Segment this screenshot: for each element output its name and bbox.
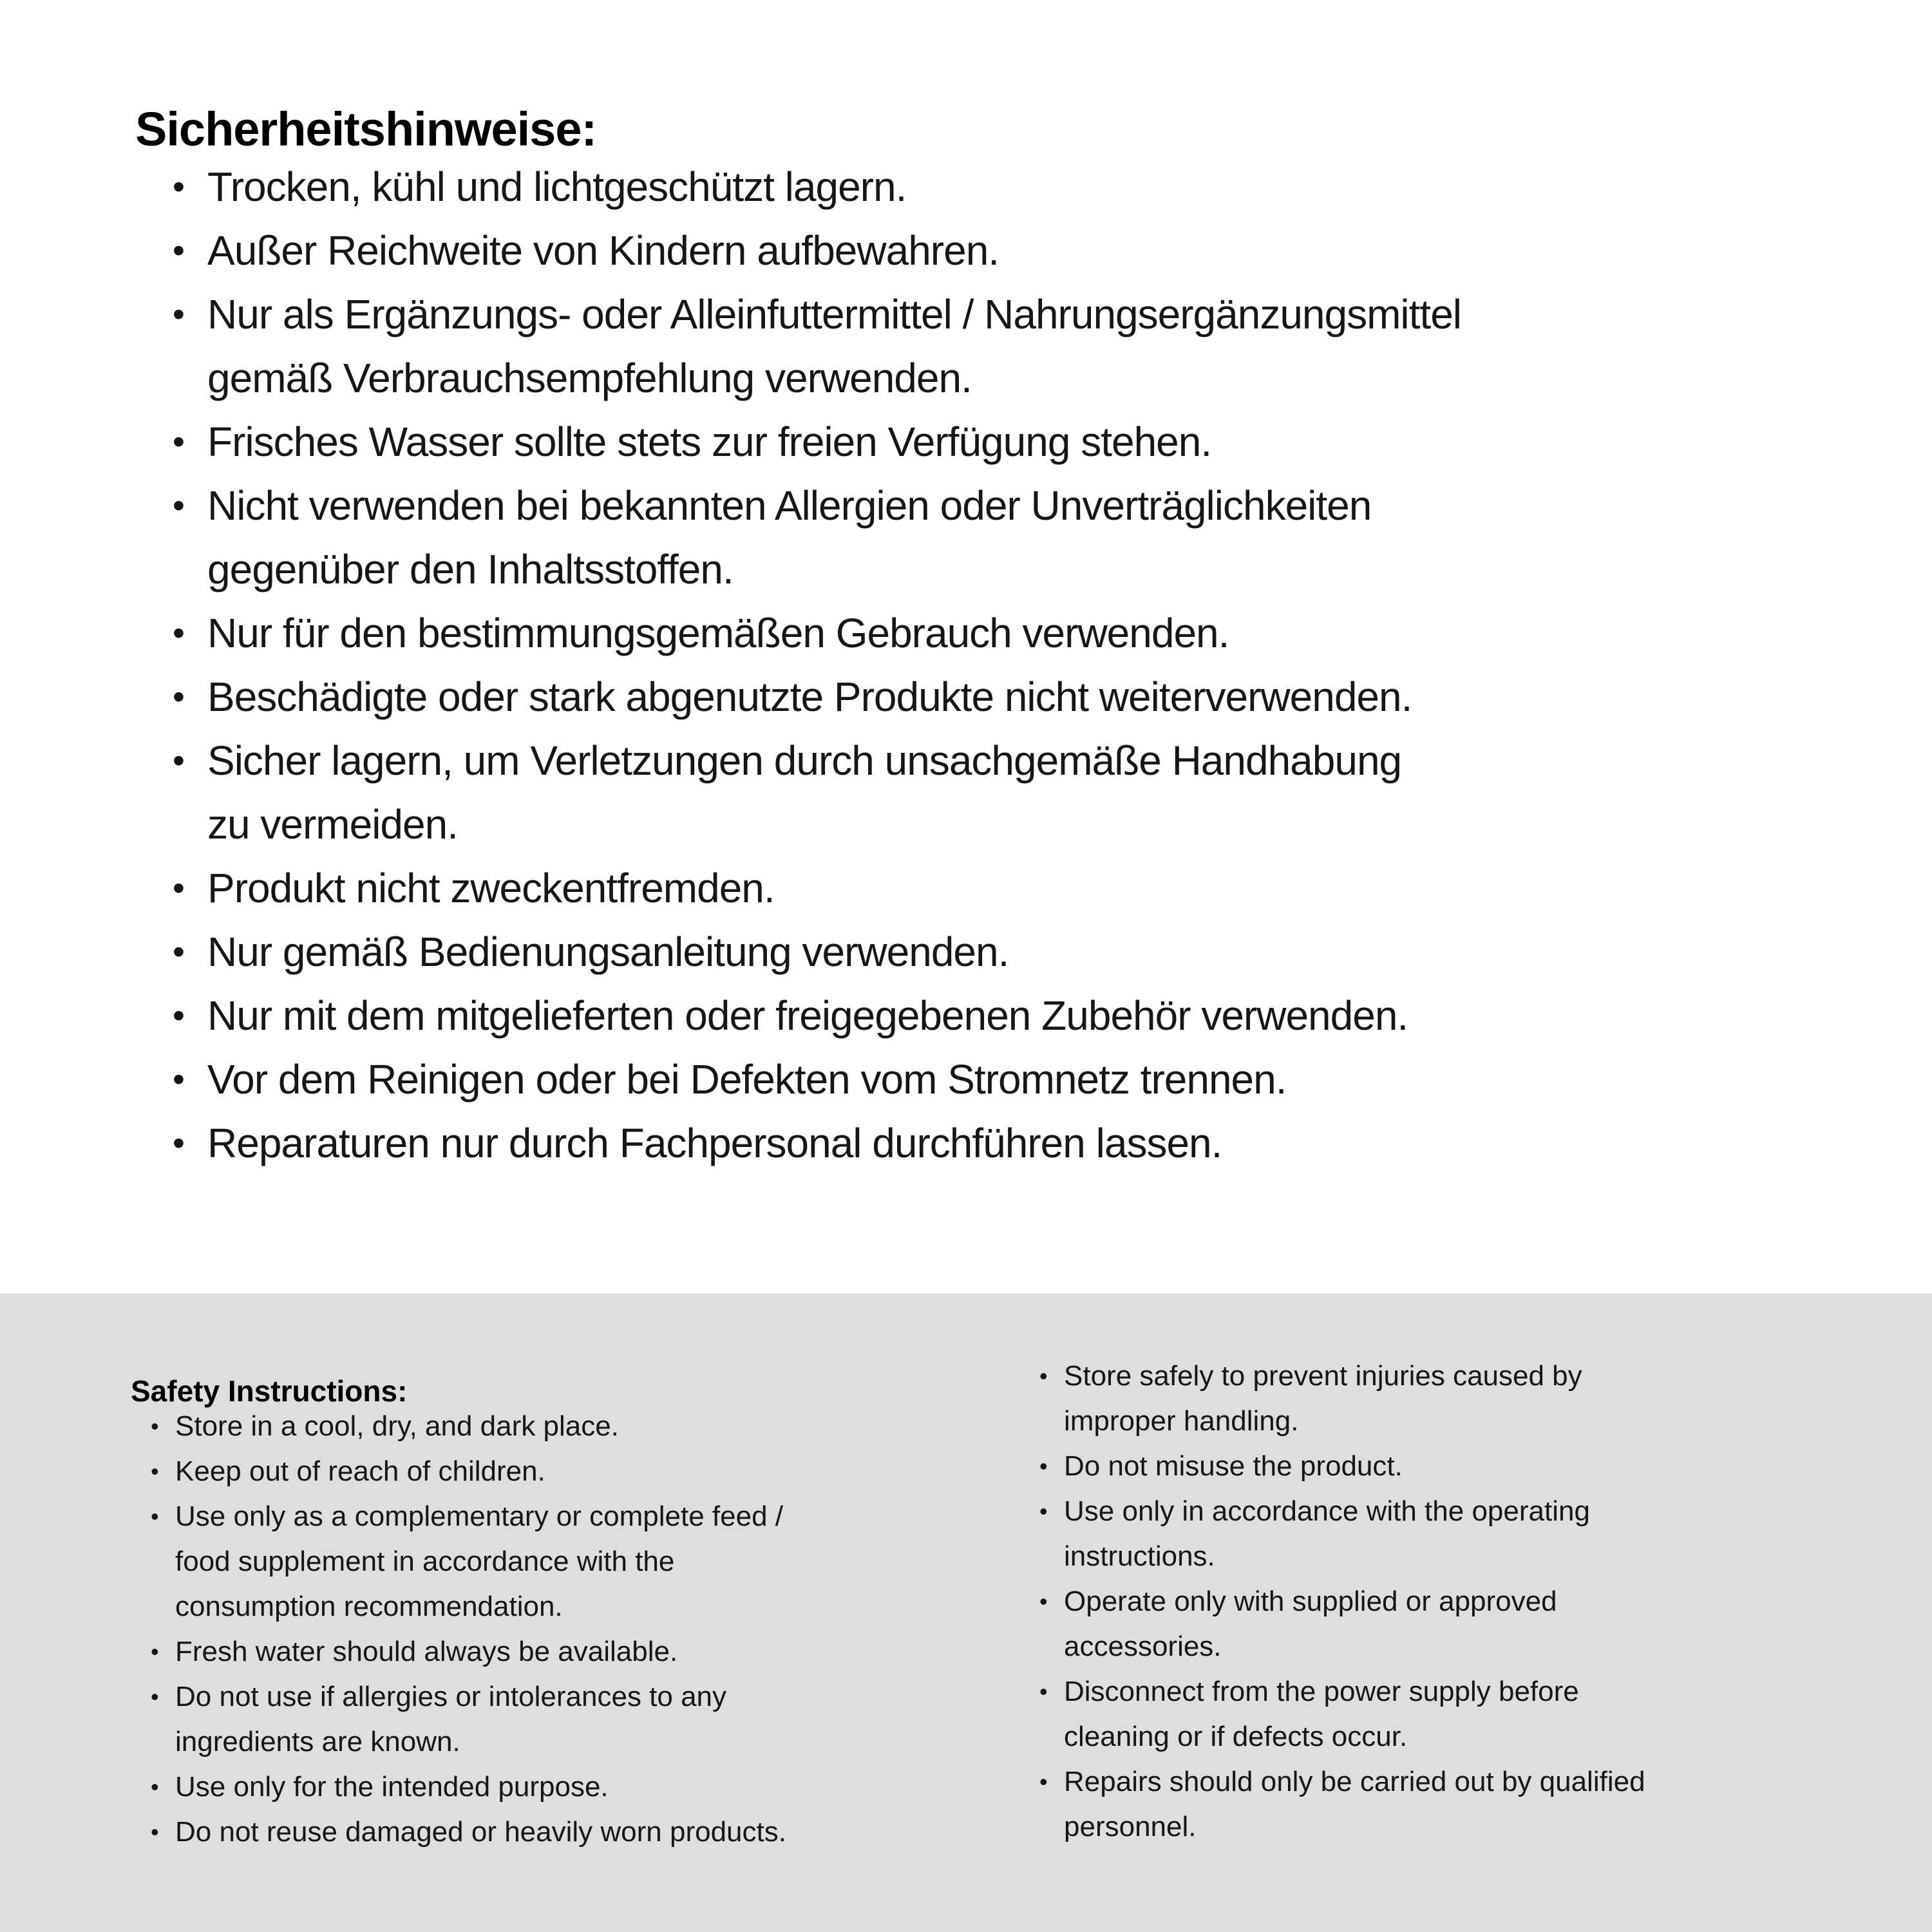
list-item: • Nicht verwenden bei bekannten Allergien oder Unverträglichkeiten gegenüber den Inhaltsstoffen.	[207, 474, 1856, 601]
list-item: • Sicher lagern, um Verletzungen durch unsachgemäße Handhabung zu vermeiden.	[207, 729, 1856, 857]
bullet-list-english-left	[175, 1404, 1012, 1855]
bullet-list-english-right	[1064, 1354, 1914, 1850]
page-title-english: Safety Instructions:	[131, 1374, 408, 1408]
page-title-german: Sicherheitshinweise:	[135, 102, 597, 156]
list-item: • Use only in accordance with the operating instructions.	[1064, 1489, 1914, 1579]
list-item: • Frisches Wasser sollte stets zur freien Verfügung stehen.	[207, 410, 1856, 474]
list-item: • Beschädigte oder stark abgenutzte Produkte nicht weiterverwenden.	[207, 665, 1856, 729]
list-item: • Use only as a complementary or complete feed / food supplement in accordance with the consumption recommendation.	[175, 1494, 1012, 1629]
list-item: • Nur mit dem mitgelieferten oder freigegebenen Zubehör verwenden.	[207, 984, 1856, 1048]
list-item: • Vor dem Reinigen oder bei Defekten vom Stromnetz trennen.	[207, 1048, 1856, 1112]
list-item: • Disconnect from the power supply before cleaning or if defects occur.	[1064, 1669, 1914, 1759]
list-item: • Keep out of reach of children.	[175, 1449, 1012, 1494]
list-item: • Do not misuse the product.	[1064, 1444, 1914, 1489]
list-item: • Reparaturen nur durch Fachpersonal durchführen lassen.	[207, 1112, 1856, 1175]
list-item: • Nur gemäß Bedienungsanleitung verwenden.	[207, 920, 1856, 984]
list-item: • Repairs should only be carried out by qualified personnel.	[1064, 1759, 1914, 1850]
list-item: • Use only for the intended purpose.	[175, 1765, 1012, 1810]
list-item: • Produkt nicht zweckentfremden.	[207, 857, 1856, 920]
list-item: • Fresh water should always be available.	[175, 1629, 1012, 1674]
list-item: • Trocken, kühl und lichtgeschützt lagern.	[207, 155, 1856, 219]
list-item: • Do not use if allergies or intolerances to any ingredients are known.	[175, 1674, 1012, 1765]
list-item: • Store in a cool, dry, and dark place.	[175, 1404, 1012, 1449]
list-item: • Außer Reichweite von Kindern aufbewahren.	[207, 219, 1856, 283]
bullet-list-german	[207, 155, 1856, 1175]
list-item: • Store safely to prevent injuries caused by improper handling.	[1064, 1354, 1914, 1444]
list-item: • Nur als Ergänzungs- oder Alleinfuttermittel / Nahrungsergänzungsmittel gemäß Verbrauchsempfehlung verwenden.	[207, 283, 1856, 410]
list-item: • Nur für den bestimmungsgemäßen Gebrauch verwenden.	[207, 601, 1856, 665]
list-item: • Operate only with supplied or approved accessories.	[1064, 1579, 1914, 1669]
safety-section-english	[0, 1293, 1932, 1932]
list-item: • Do not reuse damaged or heavily worn products.	[175, 1810, 1012, 1855]
